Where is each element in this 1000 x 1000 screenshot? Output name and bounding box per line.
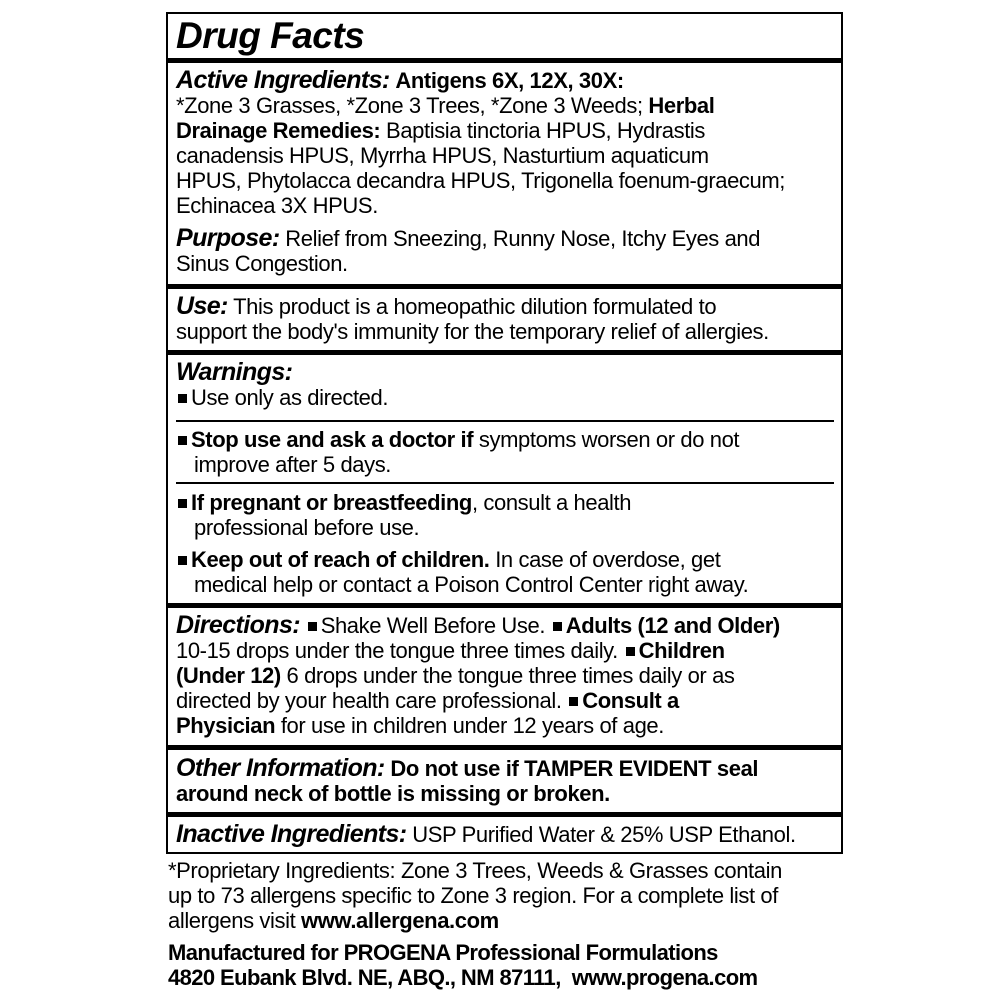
directions-bold: Physician bbox=[176, 713, 276, 738]
warning-text: professional before use. bbox=[194, 515, 420, 540]
bullet-icon bbox=[553, 622, 562, 631]
directions-bold: Consult a bbox=[582, 688, 679, 713]
active-ingredients-heading: Active Ingredients: bbox=[176, 66, 390, 94]
warning-stop-use bbox=[176, 427, 852, 477]
directions-bold: (Under 12) bbox=[176, 663, 281, 688]
warnings-heading: Warnings: bbox=[176, 358, 293, 386]
other-information-text: Do not use if TAMPER EVIDENT seal bbox=[390, 756, 759, 781]
warning-text: In case of overdose, get bbox=[495, 547, 721, 572]
warning-text: symptoms worsen or do not bbox=[478, 427, 740, 452]
antigens-text: Antigens 6X, 12X, 30X: bbox=[395, 68, 624, 93]
purpose-section bbox=[176, 226, 834, 276]
warning-text: Use only as directed. bbox=[191, 385, 389, 410]
warning-children bbox=[176, 547, 852, 597]
use-text: support the body's immunity for the temporary relief of allergies. bbox=[176, 319, 769, 344]
inactive-ingredients-text: USP Purified Water & 25% USP Ethanol. bbox=[412, 822, 796, 847]
directions-text: 6 drops under the tongue three times daily or as bbox=[286, 663, 735, 688]
use-section bbox=[176, 294, 834, 344]
warnings-section bbox=[176, 360, 834, 410]
bullet-icon bbox=[178, 556, 187, 565]
directions-text: Shake Well Before Use. bbox=[320, 613, 546, 638]
warning-bold: Keep out of reach of children. bbox=[191, 547, 490, 572]
other-information-text: around neck of bottle is missing or broken. bbox=[176, 781, 610, 806]
warning-bold: If pregnant or breastfeeding bbox=[191, 490, 472, 515]
manufacturer-address: 4820 Eubank Blvd. NE, ABQ., NM 87111, www.progena.com bbox=[168, 965, 758, 990]
directions-text: for use in children under 12 years of age. bbox=[280, 713, 664, 738]
use-heading: Use: bbox=[176, 292, 228, 320]
directions-section bbox=[176, 613, 834, 738]
other-information-heading: Other Information: bbox=[176, 754, 385, 782]
active-ingredients-section bbox=[176, 68, 834, 218]
footnote-line: allergens visit bbox=[168, 908, 296, 933]
section-divider bbox=[168, 284, 841, 289]
drainage-remedies-label: Drainage Remedies: bbox=[176, 118, 381, 143]
subsection-divider bbox=[176, 420, 834, 422]
directions-bold: Adults (12 and Older) bbox=[565, 613, 780, 638]
drug-facts-title: Drug Facts bbox=[176, 15, 365, 56]
allergena-url: www.allergena.com bbox=[301, 908, 499, 933]
active-line: HPUS, Phytolacca decandra HPUS, Trigonella foenum-graecum; bbox=[176, 168, 785, 193]
footnote bbox=[168, 858, 848, 933]
section-divider bbox=[168, 812, 841, 817]
active-line: canadensis HPUS, Myrrha HPUS, Nasturtium aquaticum bbox=[176, 143, 709, 168]
section-divider bbox=[168, 603, 841, 608]
footnote-line: up to 73 allergens specific to Zone 3 region. For a complete list of bbox=[168, 883, 778, 908]
inactive-ingredients-section bbox=[176, 822, 834, 847]
purpose-text: Relief from Sneezing, Runny Nose, Itchy Eyes and bbox=[285, 226, 761, 251]
directions-text: directed by your health care professional. bbox=[176, 688, 562, 713]
warning-text: improve after 5 days. bbox=[194, 452, 392, 477]
active-line: *Zone 3 Grasses, *Zone 3 Trees, *Zone 3 Weeds; bbox=[176, 93, 643, 118]
bullet-icon bbox=[626, 647, 635, 656]
section-divider bbox=[168, 745, 841, 750]
bullet-icon bbox=[569, 697, 578, 706]
section-divider bbox=[168, 58, 841, 63]
herbal-label: Herbal bbox=[648, 93, 715, 118]
directions-text: 10-15 drops under the tongue three times daily. bbox=[176, 638, 618, 663]
bullet-icon bbox=[178, 436, 187, 445]
directions-heading: Directions: bbox=[176, 611, 300, 639]
active-line: Baptisia tinctoria HPUS, Hydrastis bbox=[386, 118, 706, 143]
warning-text: , consult a health bbox=[471, 490, 632, 515]
purpose-heading: Purpose: bbox=[176, 224, 280, 252]
subsection-divider bbox=[176, 482, 834, 484]
manufacturer-info bbox=[168, 940, 848, 990]
bullet-icon bbox=[178, 499, 187, 508]
bullet-icon bbox=[178, 394, 187, 403]
warning-text: medical help or contact a Poison Control Center right away. bbox=[194, 572, 749, 597]
other-information-section bbox=[176, 756, 834, 806]
purpose-text: Sinus Congestion. bbox=[176, 251, 348, 276]
warning-bold: Stop use and ask a doctor if bbox=[191, 427, 474, 452]
use-text: This product is a homeopathic dilution formulated to bbox=[233, 294, 717, 319]
warning-pregnant bbox=[176, 490, 852, 540]
footnote-line: *Proprietary Ingredients: Zone 3 Trees, Weeds & Grasses contain bbox=[168, 858, 782, 883]
directions-bold: Children bbox=[638, 638, 725, 663]
bullet-icon bbox=[308, 622, 317, 631]
manufacturer-line: Manufactured for PROGENA Professional Formulations bbox=[168, 940, 718, 965]
inactive-ingredients-heading: Inactive Ingredients: bbox=[176, 820, 407, 848]
section-divider bbox=[168, 350, 841, 355]
active-line: Echinacea 3X HPUS. bbox=[176, 193, 378, 218]
